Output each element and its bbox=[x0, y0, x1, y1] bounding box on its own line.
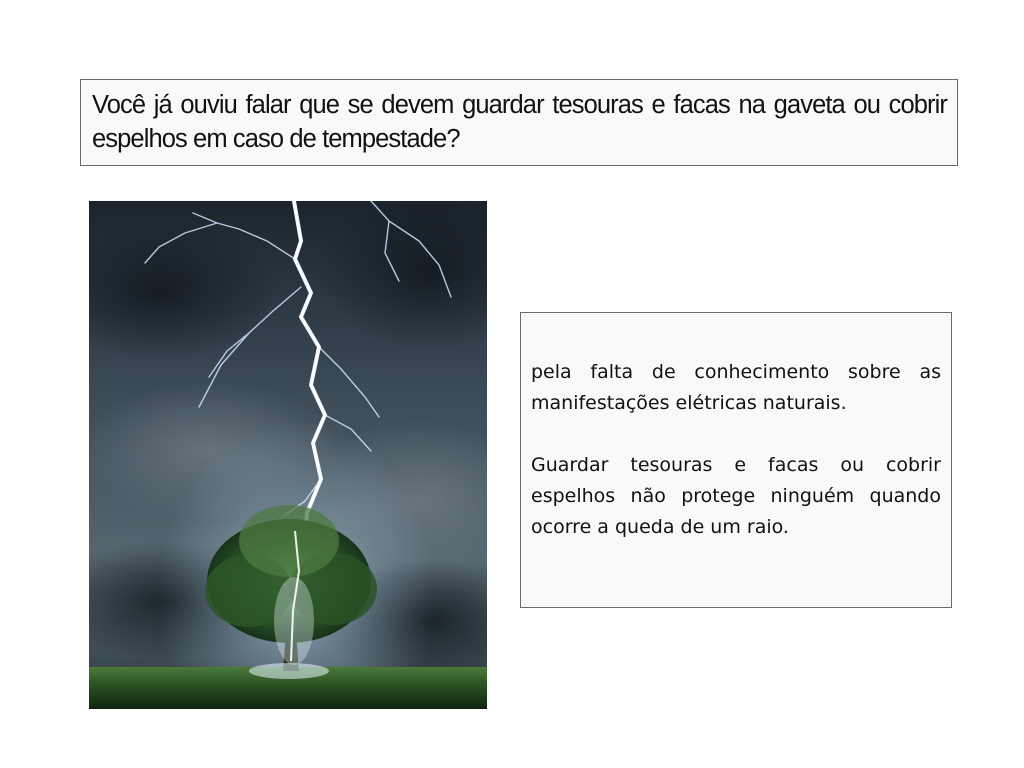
info-paragraph-1: pela falta de conhecimento sobre as manifestações elétricas naturais. bbox=[531, 361, 941, 414]
paragraph-spacer bbox=[531, 419, 941, 450]
hidden-intro-text: Muitas crendices foram criadas bbox=[531, 330, 828, 352]
question-box bbox=[80, 79, 958, 166]
info-paragraph-2: Guardar tesouras e facas ou cobrir espelhos não protege ninguém quando ocorre a queda de um raio. bbox=[531, 454, 941, 538]
info-box bbox=[520, 312, 952, 608]
question-text: Você já ouviu falar que se devem guardar tesouras e facas na gaveta ou cobrir espelhos em caso de tempestade? bbox=[92, 91, 947, 153]
lightning-tree-photo bbox=[89, 201, 487, 709]
